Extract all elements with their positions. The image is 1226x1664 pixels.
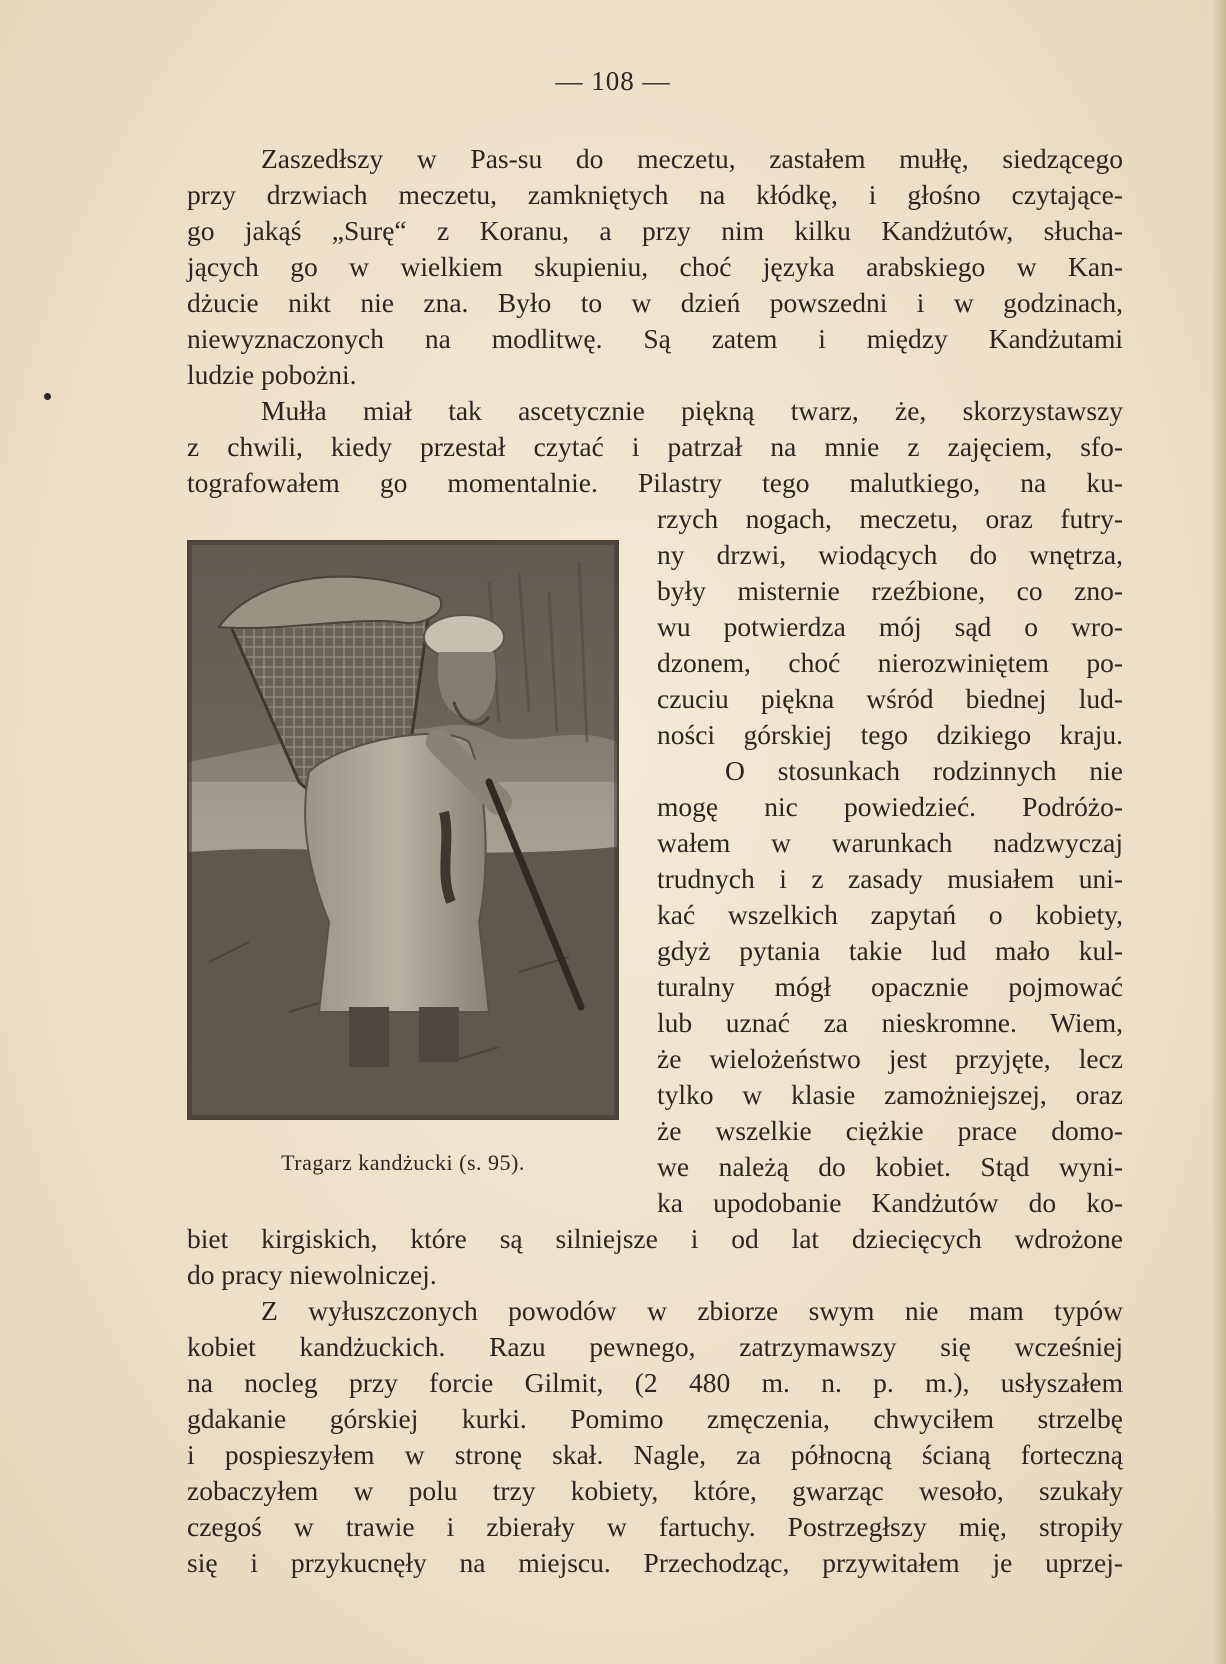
text-line: wałem w warunkach nadzwyczaj (657, 827, 1123, 858)
text-line: Zaszedłszy w Pas-su do meczetu, zastałem mułłę, siedzącego (261, 143, 1123, 174)
text-line: biet kirgiskich, które są silniejsze i od lat dziecięcych wdrożone (187, 1223, 1123, 1254)
page-edge-shadow (1212, 0, 1226, 1664)
text-line: zobaczyłem w polu trzy kobiety, które, gwarząc wesoło, szukały (187, 1475, 1123, 1506)
text-line: na nocleg przy forcie Gilmit, (2 480 m. n. p. m.), usłyszałem (187, 1367, 1123, 1398)
text-line: kobiet kandżuckich. Razu pewnego, zatrzymawszy się wcześniej (187, 1331, 1123, 1362)
text-line: i pospieszyłem w stronę skał. Nagle, za północną ścianą forteczną (187, 1439, 1123, 1470)
text-line: niewyznaczonych na modlitwę. Są zatem i między Kandżutami (187, 323, 1123, 354)
text-line: jących go w wielkiem skupieniu, choć języka arabskiego w Kan- (187, 251, 1123, 282)
text-line: że wszelkie ciężkie prace domo- (657, 1115, 1123, 1146)
porter-illustration (189, 542, 617, 1118)
text-line: czuciu piękna wśród biednej lud- (657, 683, 1123, 714)
text-line: O stosunkach rodzinnych nie (725, 755, 1123, 786)
text-line: Z wyłuszczonych powodów w zbiorze swym nie mam typów (261, 1295, 1123, 1326)
text-line: dzonem, choć nierozwiniętem po- (657, 647, 1123, 678)
text-line: przy drzwiach meczetu, zamkniętych na kłódkę, i głośno czytające- (187, 179, 1123, 210)
text-line: ludzie pobożni. (187, 359, 357, 390)
text-line: się i przykucnęły na miejscu. Przechodząc, przywitałem je uprzej- (187, 1547, 1123, 1578)
text-line: lub uznać za nieskromne. Wiem, (657, 1007, 1123, 1038)
text-line: Mułła miał tak ascetycznie piękną twarz, że, skorzystawszy (261, 395, 1123, 426)
text-line: trudnych i z zasady musiałem uni- (657, 863, 1123, 894)
text-line: tografowałem go momentalnie. Pilastry tego malutkiego, na ku- (187, 467, 1123, 498)
text-line: dżucie nikt nie zna. Było to w dzień powszedni i w godzinach, (187, 287, 1123, 318)
text-line: ka upodobanie Kandżutów do ko- (657, 1187, 1123, 1218)
text-line: że wielożeństwo jest przyjęte, lecz (657, 1043, 1123, 1074)
text-line: z chwili, kiedy przestał czytać i patrzał na mnie z zajęciem, sfo- (187, 431, 1123, 462)
text-line: rzych nogach, meczetu, oraz futry- (657, 503, 1123, 534)
porter-photograph (187, 540, 619, 1120)
margin-mark (44, 393, 51, 400)
text-line: wu potwierdza mój sąd o wro- (657, 611, 1123, 642)
text-line: mogę nic powiedzieć. Podróżo- (657, 791, 1123, 822)
text-line: do pracy niewolniczej. (187, 1259, 437, 1290)
text-line: turalny mógł opacznie pojmować (657, 971, 1123, 1002)
text-line: gdakanie górskiej kurki. Pomimo zmęczenia, chwyciłem strzelbę (187, 1403, 1123, 1434)
text-line: tylko w klasie zamożniejszej, oraz (657, 1079, 1123, 1110)
page-number: — 108 — (555, 66, 671, 96)
figure-caption: Tragarz kandżucki (s. 95). (281, 1150, 525, 1175)
text-line: we należą do kobiet. Stąd wyni- (657, 1151, 1123, 1182)
text-line: czegoś w trawie i zbierały w fartuchy. Postrzegłszy mię, stropiły (187, 1511, 1123, 1542)
text-line: były misternie rzeźbione, co zno- (657, 575, 1123, 606)
text-line: kać wszelkich zapytań o kobiety, (657, 899, 1123, 930)
text-line: ności górskiej tego dzikiego kraju. (657, 719, 1123, 750)
text-line: ny drzwi, wiodących do wnętrza, (657, 539, 1123, 570)
text-line: go jakąś „Surę“ z Koranu, a przy nim kilku Kandżutów, słucha- (187, 215, 1123, 246)
text-line: gdyż pytania takie lud mało kul- (657, 935, 1123, 966)
